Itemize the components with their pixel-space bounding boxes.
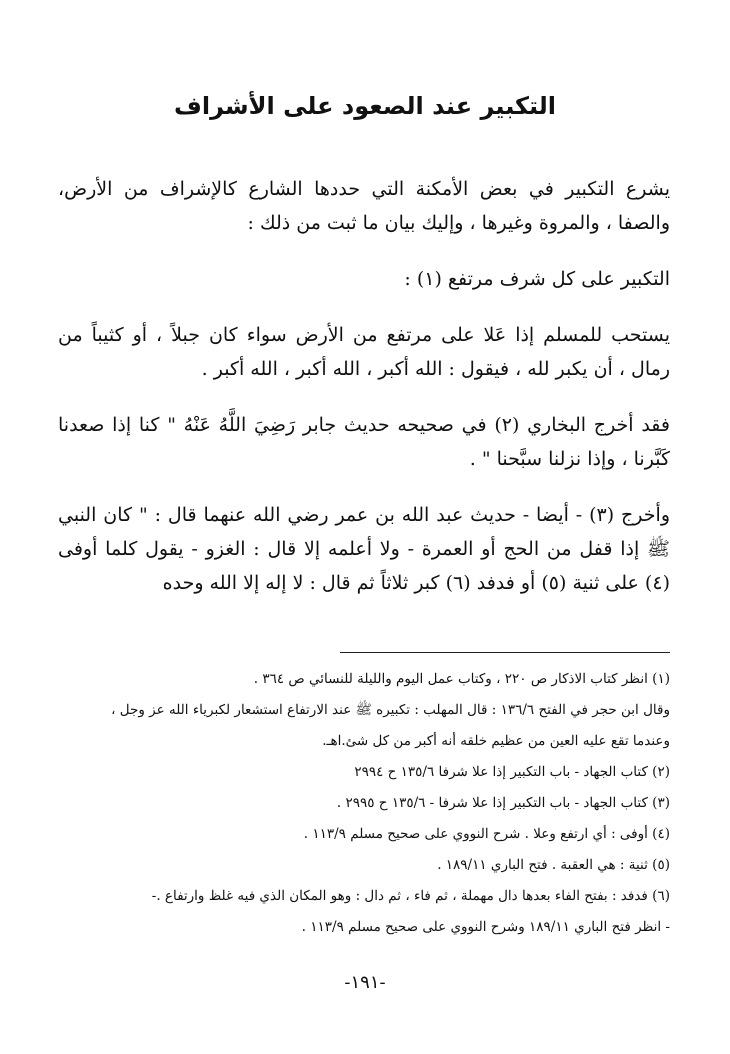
paragraph: التكبير على كل شرف مرتفع (١) : <box>404 268 670 290</box>
footnote: (٤) أوفى : أي ارتفع وعلا . شرح النووي على صحيح مسلم ١١٣/٩ . <box>303 826 670 842</box>
paragraph: فقد أخرج البخاري (٢) في صحيحه حديث جابر رَضِيَ اللَّهُ عَنْهُ " كنا إذا صعدنا كَبَّرنا ، وإذا نزلنا سبَّحنا " . <box>58 414 670 470</box>
main-text <box>58 172 670 622</box>
footnote: (٥) ثنية : هي العقبة . فتح الباري ١٨٩/١١ . <box>437 857 670 873</box>
page-title: التكبير عند الصعود على الأشراف <box>174 92 556 120</box>
footnote: وعندما تقع عليه العين من عظيم خلقه أنه أكبر من كل شئ.اهـ. <box>322 733 670 749</box>
footnote: (١) انظر كتاب الاذكار ص ٢٢٠ ، وكتاب عمل اليوم والليلة للنسائي ص ٣٦٤ . <box>253 671 670 687</box>
paragraph: وأخرج (٣) - أيضا - حديث عبد الله بن عمر رضي الله عنهما قال : " كان النبي ﷺ إذا قفل من الحج أو العمرة - ولا أعلمه إلا قال : الغزو - يقول كلما أوفى (٤) على ثنية (٥) أو فدفد (٦) كبر ثلاثاً ثم قال : لا إله إلا الله وحده <box>58 504 670 594</box>
paragraph: يشرع التكبير في بعض الأمكنة التي حددها الشارع كالإشراف من الأرض، والصفا ، والمروة وغيرها ، وإليك بيان ما ثبت من ذلك : <box>58 178 670 234</box>
footnote-divider <box>340 652 670 653</box>
footnote: وقال ابن حجر في الفتح ١٣٦/٦ : قال المهلب : تكبيره ﷺ عند الارتفاع استشعار لكبرياء الله عز وجل ، <box>111 702 670 718</box>
footnote: (٦) فدفد : بفتح الفاء بعدها دال مهملة ، ثم فاء ، ثم دال : وهو المكان الذي فيه غلظ وارتفاع .- <box>151 888 670 904</box>
footnote: (٣) كتاب الجهاد - باب التكبير إذا علا شرفا - ١٣٥/٦ ح ٢٩٩٥ . <box>336 795 670 811</box>
footnote: - انظر فتح الباري ١٨٩/١١ وشرح النووي على صحيح مسلم ١١٣/٩ . <box>301 919 670 935</box>
footnotes <box>58 664 670 943</box>
footnote: (٢) كتاب الجهاد - باب التكبير إذا علا شرفا ١٣٥/٦ ح ٢٩٩٤ <box>354 764 670 780</box>
paragraph: يستحب للمسلم إذا عَلا على مرتفع من الأرض سواء كان جبلاً ، أو كثيباً من رمال ، أن يكبر لله ، فيقول : الله أكبر ، الله أكبر ، الله أكبر . <box>58 324 670 380</box>
page-number: -١٩١- <box>344 972 386 993</box>
